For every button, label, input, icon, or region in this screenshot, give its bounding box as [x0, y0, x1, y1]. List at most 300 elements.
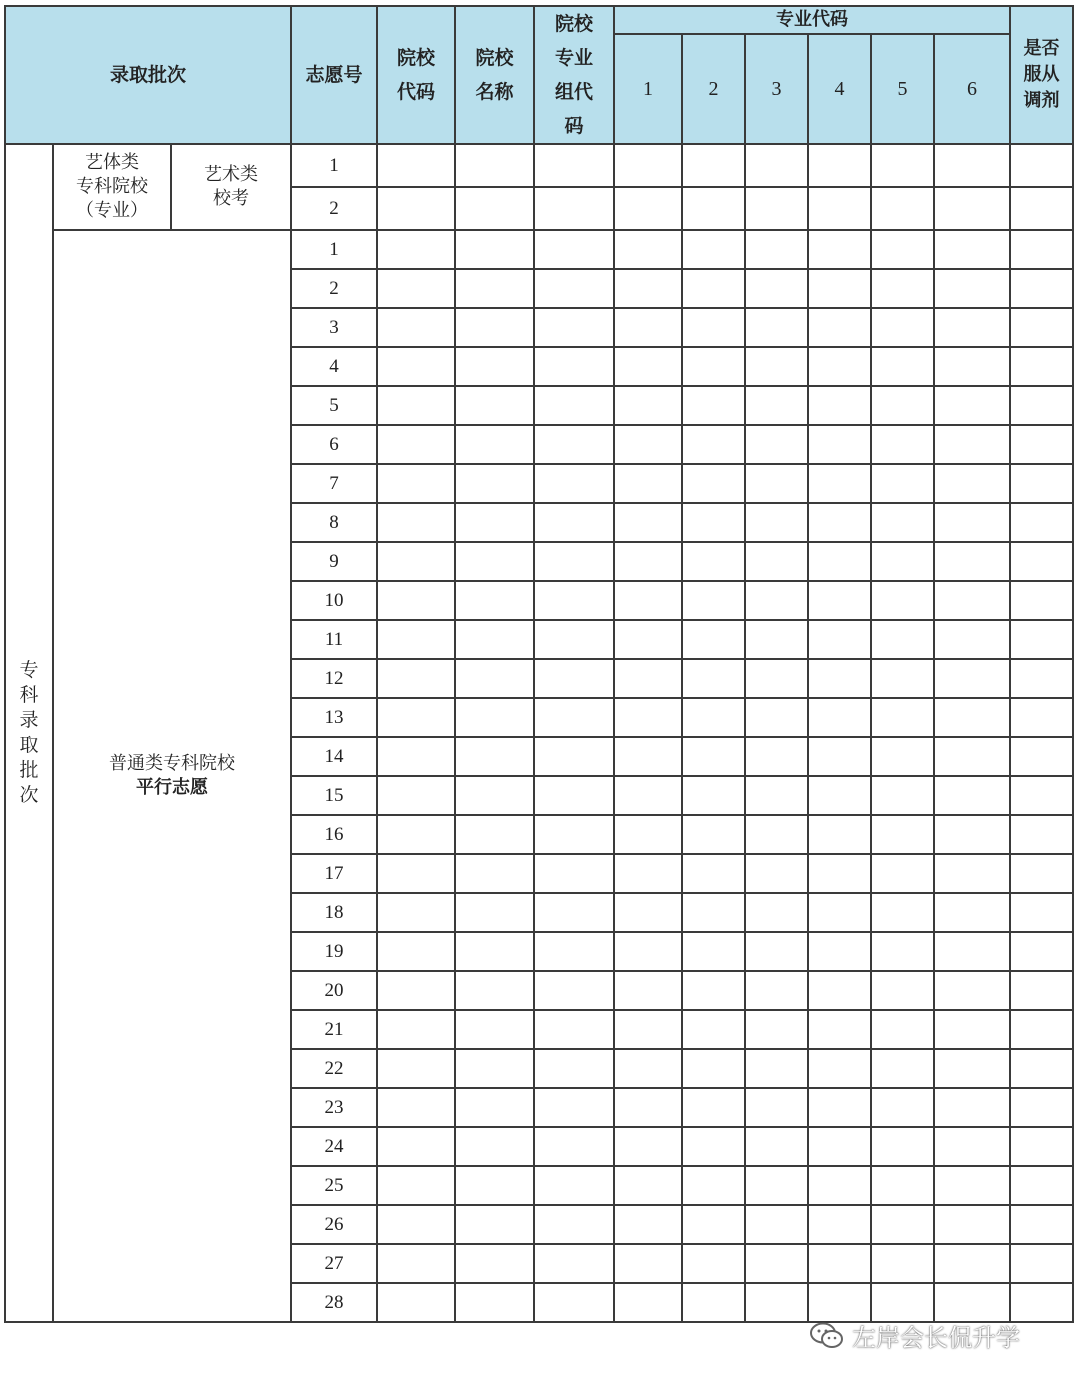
major-code-cell[interactable]: [808, 971, 871, 1010]
school-name-cell[interactable]: [455, 1283, 534, 1322]
major-code-cell[interactable]: [614, 269, 682, 308]
major-code-cell[interactable]: [871, 1205, 934, 1244]
major-code-cell[interactable]: [682, 503, 745, 542]
major-code-cell[interactable]: [934, 893, 1010, 932]
school-code-cell[interactable]: [377, 464, 455, 503]
major-code-cell[interactable]: [682, 737, 745, 776]
major-code-cell[interactable]: [614, 698, 682, 737]
adjust-cell[interactable]: [1010, 971, 1073, 1010]
major-code-cell[interactable]: [682, 308, 745, 347]
major-code-cell[interactable]: [871, 230, 934, 269]
major-code-cell[interactable]: [682, 1127, 745, 1166]
adjust-cell[interactable]: [1010, 737, 1073, 776]
adjust-cell[interactable]: [1010, 581, 1073, 620]
school-name-cell[interactable]: [455, 308, 534, 347]
major-code-cell[interactable]: [808, 308, 871, 347]
major-code-cell[interactable]: [934, 932, 1010, 971]
school-name-cell[interactable]: [455, 1010, 534, 1049]
major-code-cell[interactable]: [745, 854, 808, 893]
major-code-cell[interactable]: [808, 1088, 871, 1127]
school-name-cell[interactable]: [455, 230, 534, 269]
group-code-cell[interactable]: [534, 386, 614, 425]
major-code-cell[interactable]: [614, 230, 682, 269]
major-code-cell[interactable]: [745, 620, 808, 659]
major-code-cell[interactable]: [871, 659, 934, 698]
major-code-cell[interactable]: [871, 1010, 934, 1049]
major-code-cell[interactable]: [614, 464, 682, 503]
major-code-cell[interactable]: [808, 1049, 871, 1088]
major-code-cell[interactable]: [745, 971, 808, 1010]
major-code-cell[interactable]: [808, 187, 871, 230]
school-code-cell[interactable]: [377, 620, 455, 659]
major-code-cell[interactable]: [614, 308, 682, 347]
major-code-cell[interactable]: [614, 737, 682, 776]
adjust-cell[interactable]: [1010, 620, 1073, 659]
adjust-cell[interactable]: [1010, 932, 1073, 971]
group-code-cell[interactable]: [534, 1010, 614, 1049]
major-code-cell[interactable]: [871, 144, 934, 187]
major-code-cell[interactable]: [614, 503, 682, 542]
major-code-cell[interactable]: [808, 144, 871, 187]
group-code-cell[interactable]: [534, 1166, 614, 1205]
major-code-cell[interactable]: [871, 581, 934, 620]
group-code-cell[interactable]: [534, 581, 614, 620]
major-code-cell[interactable]: [682, 542, 745, 581]
major-code-cell[interactable]: [682, 776, 745, 815]
major-code-cell[interactable]: [682, 971, 745, 1010]
major-code-cell[interactable]: [682, 815, 745, 854]
major-code-cell[interactable]: [745, 581, 808, 620]
major-code-cell[interactable]: [871, 425, 934, 464]
school-code-cell[interactable]: [377, 144, 455, 187]
school-code-cell[interactable]: [377, 187, 455, 230]
major-code-cell[interactable]: [934, 659, 1010, 698]
major-code-cell[interactable]: [871, 503, 934, 542]
adjust-cell[interactable]: [1010, 308, 1073, 347]
major-code-cell[interactable]: [614, 1166, 682, 1205]
adjust-cell[interactable]: [1010, 1283, 1073, 1322]
major-code-cell[interactable]: [682, 659, 745, 698]
major-code-cell[interactable]: [614, 581, 682, 620]
major-code-cell[interactable]: [745, 1205, 808, 1244]
school-code-cell[interactable]: [377, 698, 455, 737]
group-code-cell[interactable]: [534, 815, 614, 854]
school-name-cell[interactable]: [455, 347, 534, 386]
major-code-cell[interactable]: [808, 1283, 871, 1322]
major-code-cell[interactable]: [934, 1244, 1010, 1283]
major-code-cell[interactable]: [934, 776, 1010, 815]
major-code-cell[interactable]: [745, 386, 808, 425]
major-code-cell[interactable]: [934, 1088, 1010, 1127]
major-code-cell[interactable]: [871, 308, 934, 347]
school-code-cell[interactable]: [377, 659, 455, 698]
major-code-cell[interactable]: [871, 971, 934, 1010]
major-code-cell[interactable]: [745, 815, 808, 854]
school-code-cell[interactable]: [377, 1166, 455, 1205]
major-code-cell[interactable]: [614, 1283, 682, 1322]
school-name-cell[interactable]: [455, 1166, 534, 1205]
group-code-cell[interactable]: [534, 854, 614, 893]
major-code-cell[interactable]: [934, 1127, 1010, 1166]
major-code-cell[interactable]: [682, 1283, 745, 1322]
school-code-cell[interactable]: [377, 269, 455, 308]
school-name-cell[interactable]: [455, 1127, 534, 1166]
group-code-cell[interactable]: [534, 144, 614, 187]
school-name-cell[interactable]: [455, 737, 534, 776]
major-code-cell[interactable]: [934, 698, 1010, 737]
major-code-cell[interactable]: [871, 620, 934, 659]
school-name-cell[interactable]: [455, 269, 534, 308]
adjust-cell[interactable]: [1010, 815, 1073, 854]
school-name-cell[interactable]: [455, 776, 534, 815]
major-code-cell[interactable]: [934, 581, 1010, 620]
adjust-cell[interactable]: [1010, 347, 1073, 386]
major-code-cell[interactable]: [808, 659, 871, 698]
major-code-cell[interactable]: [682, 144, 745, 187]
group-code-cell[interactable]: [534, 347, 614, 386]
school-name-cell[interactable]: [455, 425, 534, 464]
major-code-cell[interactable]: [614, 1205, 682, 1244]
school-code-cell[interactable]: [377, 1244, 455, 1283]
major-code-cell[interactable]: [934, 1205, 1010, 1244]
school-code-cell[interactable]: [377, 971, 455, 1010]
major-code-cell[interactable]: [614, 659, 682, 698]
group-code-cell[interactable]: [534, 425, 614, 464]
school-code-cell[interactable]: [377, 542, 455, 581]
major-code-cell[interactable]: [934, 1283, 1010, 1322]
group-code-cell[interactable]: [534, 464, 614, 503]
adjust-cell[interactable]: [1010, 1244, 1073, 1283]
major-code-cell[interactable]: [871, 776, 934, 815]
major-code-cell[interactable]: [682, 854, 745, 893]
major-code-cell[interactable]: [614, 776, 682, 815]
major-code-cell[interactable]: [682, 1049, 745, 1088]
group-code-cell[interactable]: [534, 1049, 614, 1088]
school-name-cell[interactable]: [455, 187, 534, 230]
major-code-cell[interactable]: [745, 230, 808, 269]
major-code-cell[interactable]: [745, 1088, 808, 1127]
group-code-cell[interactable]: [534, 1088, 614, 1127]
adjust-cell[interactable]: [1010, 1049, 1073, 1088]
school-name-cell[interactable]: [455, 581, 534, 620]
adjust-cell[interactable]: [1010, 464, 1073, 503]
school-code-cell[interactable]: [377, 1049, 455, 1088]
major-code-cell[interactable]: [614, 893, 682, 932]
major-code-cell[interactable]: [808, 1244, 871, 1283]
major-code-cell[interactable]: [614, 971, 682, 1010]
adjust-cell[interactable]: [1010, 542, 1073, 581]
adjust-cell[interactable]: [1010, 503, 1073, 542]
school-name-cell[interactable]: [455, 1088, 534, 1127]
major-code-cell[interactable]: [682, 269, 745, 308]
school-name-cell[interactable]: [455, 971, 534, 1010]
major-code-cell[interactable]: [745, 1010, 808, 1049]
major-code-cell[interactable]: [745, 269, 808, 308]
major-code-cell[interactable]: [745, 1283, 808, 1322]
major-code-cell[interactable]: [934, 503, 1010, 542]
group-code-cell[interactable]: [534, 1283, 614, 1322]
group-code-cell[interactable]: [534, 971, 614, 1010]
major-code-cell[interactable]: [871, 932, 934, 971]
group-code-cell[interactable]: [534, 542, 614, 581]
major-code-cell[interactable]: [871, 1049, 934, 1088]
major-code-cell[interactable]: [808, 1166, 871, 1205]
major-code-cell[interactable]: [871, 854, 934, 893]
major-code-cell[interactable]: [808, 542, 871, 581]
major-code-cell[interactable]: [614, 187, 682, 230]
major-code-cell[interactable]: [745, 308, 808, 347]
major-code-cell[interactable]: [682, 386, 745, 425]
school-name-cell[interactable]: [455, 854, 534, 893]
major-code-cell[interactable]: [745, 425, 808, 464]
major-code-cell[interactable]: [614, 932, 682, 971]
adjust-cell[interactable]: [1010, 425, 1073, 464]
school-name-cell[interactable]: [455, 464, 534, 503]
group-code-cell[interactable]: [534, 893, 614, 932]
major-code-cell[interactable]: [808, 1205, 871, 1244]
major-code-cell[interactable]: [682, 425, 745, 464]
major-code-cell[interactable]: [614, 854, 682, 893]
school-name-cell[interactable]: [455, 1244, 534, 1283]
school-code-cell[interactable]: [377, 308, 455, 347]
major-code-cell[interactable]: [682, 230, 745, 269]
group-code-cell[interactable]: [534, 698, 614, 737]
major-code-cell[interactable]: [614, 1244, 682, 1283]
school-name-cell[interactable]: [455, 893, 534, 932]
adjust-cell[interactable]: [1010, 1166, 1073, 1205]
major-code-cell[interactable]: [808, 698, 871, 737]
major-code-cell[interactable]: [808, 1127, 871, 1166]
group-code-cell[interactable]: [534, 230, 614, 269]
major-code-cell[interactable]: [682, 893, 745, 932]
major-code-cell[interactable]: [745, 1166, 808, 1205]
school-name-cell[interactable]: [455, 932, 534, 971]
major-code-cell[interactable]: [682, 932, 745, 971]
major-code-cell[interactable]: [871, 187, 934, 230]
major-code-cell[interactable]: [808, 425, 871, 464]
major-code-cell[interactable]: [871, 815, 934, 854]
adjust-cell[interactable]: [1010, 386, 1073, 425]
adjust-cell[interactable]: [1010, 1205, 1073, 1244]
adjust-cell[interactable]: [1010, 230, 1073, 269]
school-code-cell[interactable]: [377, 815, 455, 854]
major-code-cell[interactable]: [745, 737, 808, 776]
major-code-cell[interactable]: [682, 1244, 745, 1283]
major-code-cell[interactable]: [745, 1244, 808, 1283]
group-code-cell[interactable]: [534, 503, 614, 542]
major-code-cell[interactable]: [808, 269, 871, 308]
major-code-cell[interactable]: [871, 386, 934, 425]
group-code-cell[interactable]: [534, 187, 614, 230]
major-code-cell[interactable]: [808, 386, 871, 425]
school-code-cell[interactable]: [377, 1283, 455, 1322]
adjust-cell[interactable]: [1010, 144, 1073, 187]
major-code-cell[interactable]: [614, 620, 682, 659]
major-code-cell[interactable]: [614, 1088, 682, 1127]
major-code-cell[interactable]: [934, 144, 1010, 187]
adjust-cell[interactable]: [1010, 698, 1073, 737]
major-code-cell[interactable]: [682, 581, 745, 620]
major-code-cell[interactable]: [808, 854, 871, 893]
school-name-cell[interactable]: [455, 1049, 534, 1088]
school-name-cell[interactable]: [455, 144, 534, 187]
school-name-cell[interactable]: [455, 503, 534, 542]
major-code-cell[interactable]: [808, 464, 871, 503]
school-name-cell[interactable]: [455, 386, 534, 425]
group-code-cell[interactable]: [534, 737, 614, 776]
major-code-cell[interactable]: [871, 737, 934, 776]
major-code-cell[interactable]: [745, 932, 808, 971]
major-code-cell[interactable]: [871, 1127, 934, 1166]
major-code-cell[interactable]: [745, 187, 808, 230]
major-code-cell[interactable]: [808, 620, 871, 659]
major-code-cell[interactable]: [682, 464, 745, 503]
adjust-cell[interactable]: [1010, 1010, 1073, 1049]
major-code-cell[interactable]: [934, 971, 1010, 1010]
major-code-cell[interactable]: [934, 425, 1010, 464]
major-code-cell[interactable]: [745, 1049, 808, 1088]
major-code-cell[interactable]: [871, 893, 934, 932]
major-code-cell[interactable]: [682, 698, 745, 737]
school-code-cell[interactable]: [377, 1088, 455, 1127]
major-code-cell[interactable]: [614, 542, 682, 581]
major-code-cell[interactable]: [745, 893, 808, 932]
major-code-cell[interactable]: [682, 1205, 745, 1244]
adjust-cell[interactable]: [1010, 776, 1073, 815]
school-name-cell[interactable]: [455, 698, 534, 737]
adjust-cell[interactable]: [1010, 1127, 1073, 1166]
major-code-cell[interactable]: [745, 1127, 808, 1166]
major-code-cell[interactable]: [745, 464, 808, 503]
group-code-cell[interactable]: [534, 659, 614, 698]
major-code-cell[interactable]: [871, 347, 934, 386]
school-name-cell[interactable]: [455, 1205, 534, 1244]
school-name-cell[interactable]: [455, 659, 534, 698]
major-code-cell[interactable]: [745, 503, 808, 542]
school-code-cell[interactable]: [377, 737, 455, 776]
school-name-cell[interactable]: [455, 815, 534, 854]
major-code-cell[interactable]: [745, 542, 808, 581]
major-code-cell[interactable]: [871, 698, 934, 737]
school-code-cell[interactable]: [377, 932, 455, 971]
major-code-cell[interactable]: [934, 620, 1010, 659]
major-code-cell[interactable]: [745, 698, 808, 737]
school-code-cell[interactable]: [377, 581, 455, 620]
major-code-cell[interactable]: [745, 347, 808, 386]
school-code-cell[interactable]: [377, 1010, 455, 1049]
major-code-cell[interactable]: [934, 737, 1010, 776]
major-code-cell[interactable]: [682, 347, 745, 386]
adjust-cell[interactable]: [1010, 854, 1073, 893]
major-code-cell[interactable]: [808, 893, 871, 932]
school-code-cell[interactable]: [377, 893, 455, 932]
major-code-cell[interactable]: [934, 1166, 1010, 1205]
group-code-cell[interactable]: [534, 269, 614, 308]
group-code-cell[interactable]: [534, 932, 614, 971]
group-code-cell[interactable]: [534, 308, 614, 347]
major-code-cell[interactable]: [614, 1049, 682, 1088]
school-code-cell[interactable]: [377, 503, 455, 542]
major-code-cell[interactable]: [934, 386, 1010, 425]
adjust-cell[interactable]: [1010, 893, 1073, 932]
major-code-cell[interactable]: [682, 1088, 745, 1127]
major-code-cell[interactable]: [808, 347, 871, 386]
school-name-cell[interactable]: [455, 620, 534, 659]
major-code-cell[interactable]: [614, 425, 682, 464]
major-code-cell[interactable]: [745, 776, 808, 815]
school-code-cell[interactable]: [377, 347, 455, 386]
major-code-cell[interactable]: [934, 464, 1010, 503]
school-code-cell[interactable]: [377, 230, 455, 269]
major-code-cell[interactable]: [871, 1088, 934, 1127]
major-code-cell[interactable]: [871, 1166, 934, 1205]
major-code-cell[interactable]: [745, 659, 808, 698]
major-code-cell[interactable]: [808, 230, 871, 269]
school-code-cell[interactable]: [377, 425, 455, 464]
major-code-cell[interactable]: [934, 269, 1010, 308]
major-code-cell[interactable]: [934, 1010, 1010, 1049]
major-code-cell[interactable]: [682, 1010, 745, 1049]
school-code-cell[interactable]: [377, 854, 455, 893]
school-code-cell[interactable]: [377, 776, 455, 815]
group-code-cell[interactable]: [534, 776, 614, 815]
major-code-cell[interactable]: [934, 815, 1010, 854]
adjust-cell[interactable]: [1010, 187, 1073, 230]
adjust-cell[interactable]: [1010, 659, 1073, 698]
major-code-cell[interactable]: [871, 464, 934, 503]
major-code-cell[interactable]: [682, 620, 745, 659]
major-code-cell[interactable]: [934, 308, 1010, 347]
major-code-cell[interactable]: [808, 1010, 871, 1049]
major-code-cell[interactable]: [682, 1166, 745, 1205]
major-code-cell[interactable]: [871, 269, 934, 308]
major-code-cell[interactable]: [934, 1049, 1010, 1088]
major-code-cell[interactable]: [614, 815, 682, 854]
major-code-cell[interactable]: [808, 503, 871, 542]
group-code-cell[interactable]: [534, 1244, 614, 1283]
major-code-cell[interactable]: [614, 1127, 682, 1166]
major-code-cell[interactable]: [614, 1010, 682, 1049]
major-code-cell[interactable]: [682, 187, 745, 230]
adjust-cell[interactable]: [1010, 269, 1073, 308]
major-code-cell[interactable]: [871, 1244, 934, 1283]
major-code-cell[interactable]: [614, 347, 682, 386]
major-code-cell[interactable]: [934, 542, 1010, 581]
major-code-cell[interactable]: [934, 187, 1010, 230]
group-code-cell[interactable]: [534, 1127, 614, 1166]
major-code-cell[interactable]: [871, 542, 934, 581]
major-code-cell[interactable]: [934, 230, 1010, 269]
school-code-cell[interactable]: [377, 1127, 455, 1166]
major-code-cell[interactable]: [745, 144, 808, 187]
group-code-cell[interactable]: [534, 620, 614, 659]
major-code-cell[interactable]: [808, 581, 871, 620]
major-code-cell[interactable]: [614, 386, 682, 425]
major-code-cell[interactable]: [808, 815, 871, 854]
school-code-cell[interactable]: [377, 386, 455, 425]
school-name-cell[interactable]: [455, 542, 534, 581]
major-code-cell[interactable]: [808, 776, 871, 815]
major-code-cell[interactable]: [808, 932, 871, 971]
group-code-cell[interactable]: [534, 1205, 614, 1244]
major-code-cell[interactable]: [614, 144, 682, 187]
major-code-cell[interactable]: [808, 737, 871, 776]
major-code-cell[interactable]: [934, 854, 1010, 893]
school-code-cell[interactable]: [377, 1205, 455, 1244]
adjust-cell[interactable]: [1010, 1088, 1073, 1127]
major-code-cell[interactable]: [871, 1283, 934, 1322]
major-code-cell[interactable]: [934, 347, 1010, 386]
